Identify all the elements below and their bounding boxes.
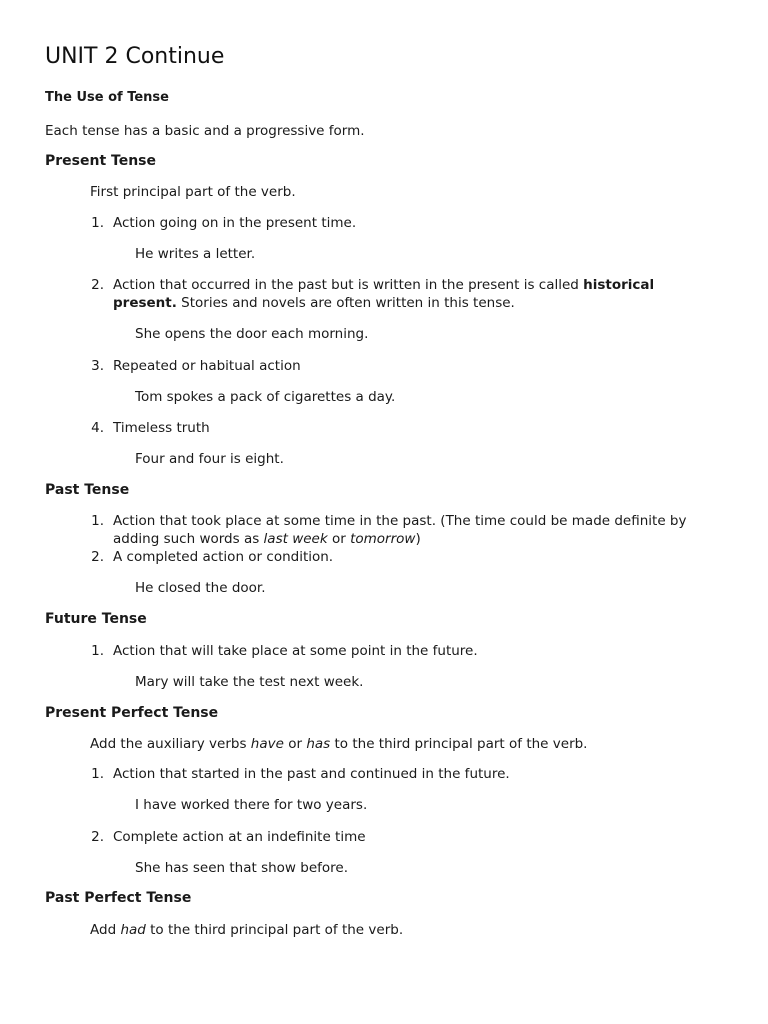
list-number: 2.	[91, 277, 104, 293]
example-sentence: She opens the door each morning.	[135, 326, 369, 342]
list-item-text: Complete action at an indefinite time	[113, 829, 366, 845]
list-number: 2.	[91, 549, 104, 565]
present-perfect-heading: Present Perfect Tense	[45, 705, 219, 721]
list-item-text: A completed action or condition.	[113, 549, 334, 565]
future-tense-heading: Future Tense	[45, 611, 147, 627]
present-tense-heading: Present Tense	[45, 153, 157, 169]
page-title: UNIT 2 Continue	[45, 44, 225, 69]
list-number: 2.	[91, 829, 104, 845]
present-tense-intro: First principal part of the verb.	[90, 184, 296, 200]
use-of-tense-intro: Each tense has a basic and a progressive form.	[45, 123, 365, 139]
list-number: 1.	[91, 643, 104, 659]
example-sentence: He closed the door.	[135, 580, 266, 596]
present-perfect-intro: Add the auxiliary verbs have or has to the third principal part of the verb.	[90, 736, 588, 752]
historical-present-term: historical present.	[113, 277, 655, 311]
past-perfect-intro: Add had to the third principal part of the verb.	[90, 922, 404, 938]
list-number: 1.	[91, 766, 104, 782]
list-item-text: Action that will take place at some point in the future.	[113, 643, 478, 659]
example-sentence: She has seen that show before.	[135, 860, 348, 876]
example-sentence: Mary will take the test next week.	[135, 674, 364, 690]
list-number: 1.	[91, 513, 104, 529]
list-item-text: Action that occurred in the past but is written in the present is called historical present. Stories and novels are often written in this tense.	[113, 277, 655, 311]
example-sentence: Tom spokes a pack of cigarettes a day.	[135, 389, 396, 405]
list-item-text: Repeated or habitual action	[113, 358, 301, 374]
example-sentence: I have worked there for two years.	[135, 797, 368, 813]
list-item-text: Action going on in the present time.	[113, 215, 357, 231]
example-sentence: He writes a letter.	[135, 246, 256, 262]
use-of-tense-heading: The Use of Tense	[45, 90, 169, 105]
list-item-text: Timeless truth	[113, 420, 210, 436]
list-item-text: Action that started in the past and continued in the future.	[113, 766, 510, 782]
list-number: 4.	[91, 420, 104, 436]
past-perfect-heading: Past Perfect Tense	[45, 890, 192, 906]
past-tense-heading: Past Tense	[45, 482, 130, 498]
list-item-text: Action that took place at some time in the past. (The time could be made definite by adding such words as last week or tomorrow)	[113, 513, 687, 547]
list-number: 1.	[91, 215, 104, 231]
example-sentence: Four and four is eight.	[135, 451, 284, 467]
list-number: 3.	[91, 358, 104, 374]
